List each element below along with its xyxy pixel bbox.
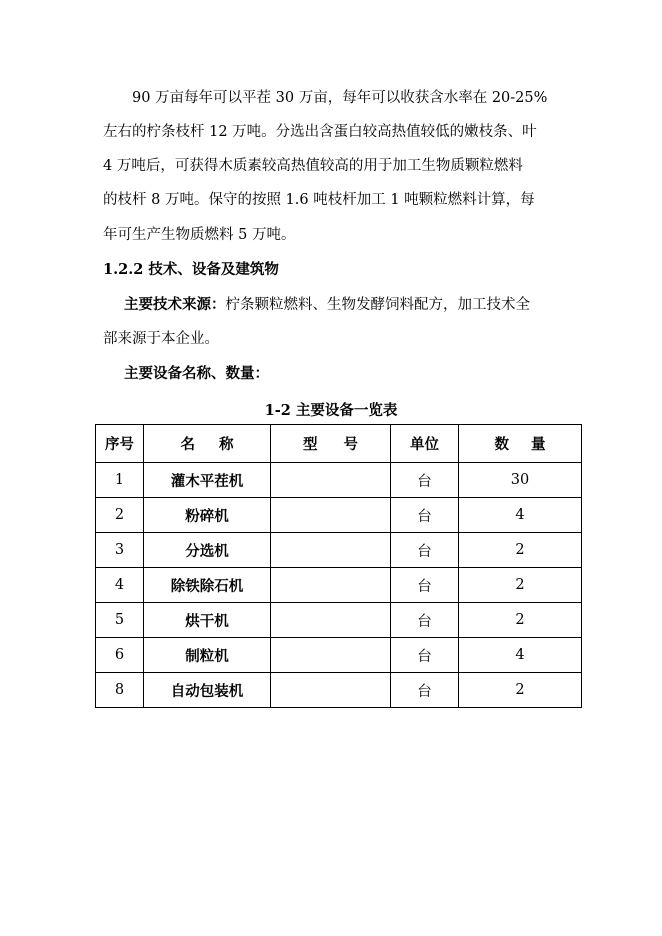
cell-name: 烘干机 <box>144 603 271 638</box>
cell-unit: 台 <box>391 498 459 533</box>
table-row <box>96 673 582 708</box>
cell-seq: 8 <box>96 673 144 708</box>
cell-unit: 台 <box>391 568 459 603</box>
cell-unit: 台 <box>391 463 459 498</box>
table-row <box>96 603 582 638</box>
cell-name: 制粒机 <box>144 638 271 673</box>
header-model: 型号 <box>271 425 391 463</box>
table-caption: 1-2 主要设备一览表 <box>264 402 398 419</box>
tech-source-line-1 <box>124 295 584 315</box>
cell-seq: 3 <box>96 533 144 568</box>
cell-seq: 2 <box>96 498 144 533</box>
cell-unit: 台 <box>391 638 459 673</box>
cell-quantity: 2 <box>459 673 582 708</box>
cell-quantity: 4 <box>459 498 582 533</box>
cell-name: 粉碎机 <box>144 498 271 533</box>
paragraph-line-4: 的枝杆 8 万吨。保守的按照 1.6 吨枝杆加工 1 吨颗粒燃料计算，每 <box>103 192 535 208</box>
cell-seq: 6 <box>96 638 144 673</box>
table-row <box>96 533 582 568</box>
paragraph-line-2: 左右的柠条枝杆 12 万吨。分选出含蛋白较高热值较低的嫩枝条、叶 <box>103 124 537 140</box>
cell-quantity: 30 <box>459 463 582 498</box>
cell-seq: 5 <box>96 603 144 638</box>
cell-name: 自动包装机 <box>144 673 271 708</box>
header-seq: 序号 <box>96 425 144 463</box>
header-quantity: 数量 <box>459 425 582 463</box>
equipment-intro: 主要设备名称、数量： <box>124 365 269 382</box>
cell-name: 灌木平茬机 <box>144 463 271 498</box>
cell-seq: 4 <box>96 568 144 603</box>
cell-quantity: 2 <box>459 533 582 568</box>
cell-quantity: 2 <box>459 568 582 603</box>
paragraph-line-1: 90 万亩每年可以平茬 30 万亩，每年可以收获含水率在 20-25% <box>132 90 548 106</box>
cell-unit: 台 <box>391 533 459 568</box>
header-name: 名称 <box>144 425 271 463</box>
cell-model <box>271 603 391 638</box>
table-header-row <box>96 425 582 463</box>
cell-unit: 台 <box>391 673 459 708</box>
cell-quantity: 4 <box>459 638 582 673</box>
cell-name: 除铁除石机 <box>144 568 271 603</box>
cell-name: 分选机 <box>144 533 271 568</box>
cell-model <box>271 463 391 498</box>
equipment-table <box>95 424 582 708</box>
table-row <box>96 568 582 603</box>
paragraph-line-5: 年可生产生物质燃料 5 万吨。 <box>103 227 296 243</box>
tech-source-label: 主要技术来源： <box>124 296 226 313</box>
cell-seq: 1 <box>96 463 144 498</box>
table-row <box>96 463 582 498</box>
cell-unit: 台 <box>391 603 459 638</box>
section-heading: 1.2.2 技术、设备及建筑物 <box>103 261 279 278</box>
table-row <box>96 498 582 533</box>
tech-source-text: 柠条颗粒燃料、生物发酵饲料配方，加工技术全 <box>225 297 530 313</box>
cell-model <box>271 533 391 568</box>
header-unit: 单位 <box>391 425 459 463</box>
cell-model <box>271 568 391 603</box>
tech-source-line-2: 部来源于本企业。 <box>103 331 219 347</box>
cell-model <box>271 498 391 533</box>
paragraph-line-3: 4 万吨后，可获得木质素较高热值较高的用于加工生物质颗粒燃料 <box>103 158 523 174</box>
cell-model <box>271 673 391 708</box>
table-row <box>96 638 582 673</box>
cell-model <box>271 638 391 673</box>
cell-quantity: 2 <box>459 603 582 638</box>
